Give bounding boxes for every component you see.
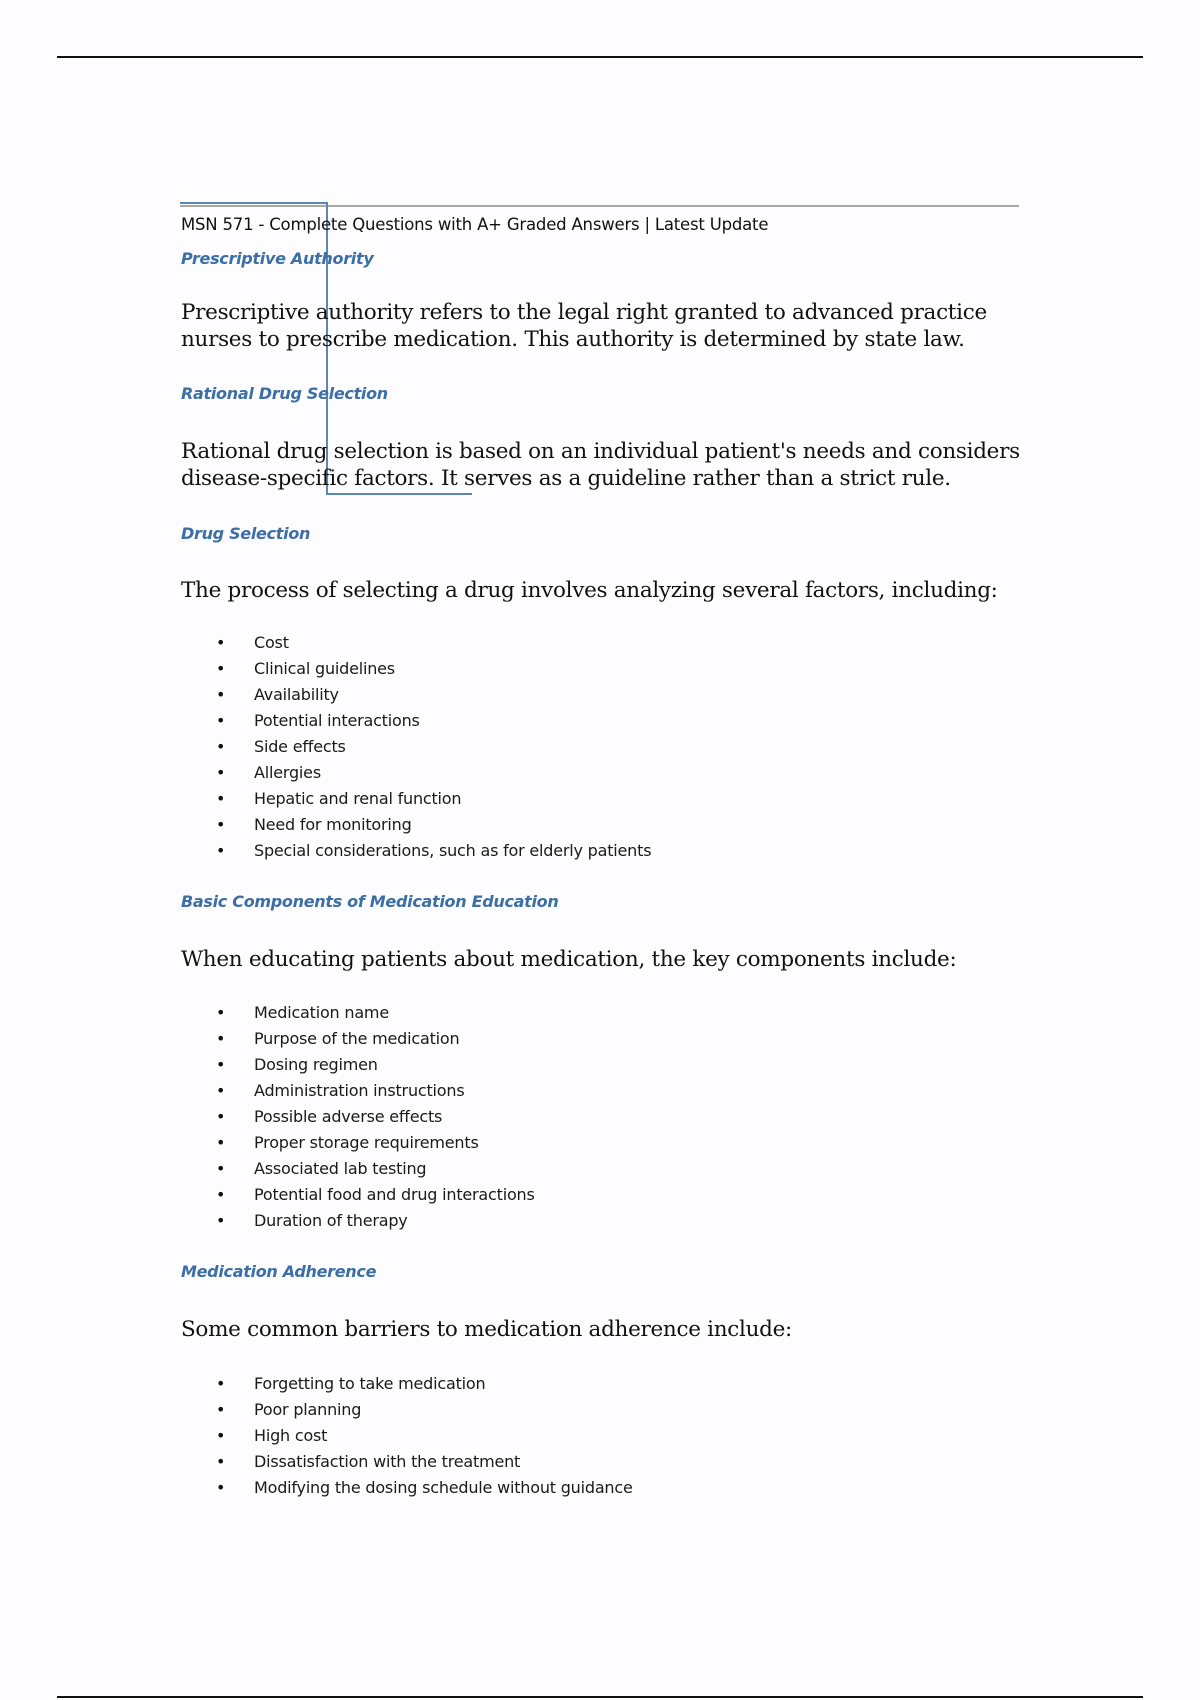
page-top-rule: [57, 56, 1143, 58]
section-paragraph-medication-education: When educating patients about medication, the key components include:: [181, 947, 957, 972]
list-item: • Medication name: [254, 1000, 1021, 1026]
header-divider: [180, 205, 1019, 207]
list-item: • Proper storage requirements: [254, 1130, 1021, 1156]
list-item: • Availability: [254, 682, 1021, 708]
list-item: • Duration of therapy: [254, 1208, 1021, 1234]
section-heading-medication-education: Basic Components of Medication Education: [181, 892, 559, 911]
section-paragraph-medication-adherence: Some common barriers to medication adherence include:: [181, 1317, 792, 1342]
list-item: • Dissatisfaction with the treatment: [254, 1449, 1021, 1475]
section-heading-prescriptive-authority: Prescriptive Authority: [181, 249, 374, 268]
list-item: • Side effects: [254, 734, 1021, 760]
list-item: • Special considerations, such as for elderly patients: [254, 838, 1021, 864]
list-item: • Dosing regimen: [254, 1052, 1021, 1078]
section-heading-drug-selection: Drug Selection: [181, 524, 311, 543]
list-item: • Poor planning: [254, 1397, 1021, 1423]
page-bottom-rule: [57, 1696, 1143, 1698]
list-item: • Potential interactions: [254, 708, 1021, 734]
list-item: • Possible adverse effects: [254, 1104, 1021, 1130]
list-item: • Forgetting to take medication: [254, 1371, 1021, 1397]
list-item: • Hepatic and renal function: [254, 786, 1021, 812]
selection-frame-top-edge: [180, 202, 328, 204]
list-item: • Cost: [254, 630, 1021, 656]
list-item: • High cost: [254, 1423, 1021, 1449]
list-item: • Administration instructions: [254, 1078, 1021, 1104]
list-item: • Need for monitoring: [254, 812, 1021, 838]
document-title: MSN 571 - Complete Questions with A+ Graded Answers | Latest Update: [181, 215, 769, 234]
section-paragraph-prescriptive-authority: Prescriptive authority refers to the legal right granted to advanced practice nurses to prescribe medication. This authority is determined by state law.: [181, 300, 987, 352]
document-page-content: [181, 210, 1021, 1501]
list-item: • Allergies: [254, 760, 1021, 786]
medication-education-components-list: [181, 1000, 1021, 1234]
list-item: • Purpose of the medication: [254, 1026, 1021, 1052]
adherence-barriers-list: [181, 1371, 1021, 1501]
drug-selection-factors-list: [181, 630, 1021, 864]
list-item: • Modifying the dosing schedule without guidance: [254, 1475, 1021, 1501]
list-item: • Associated lab testing: [254, 1156, 1021, 1182]
section-paragraph-drug-selection: The process of selecting a drug involves analyzing several factors, including:: [181, 578, 998, 603]
section-heading-medication-adherence: Medication Adherence: [181, 1262, 377, 1281]
list-item: • Clinical guidelines: [254, 656, 1021, 682]
section-paragraph-rational-drug-selection: Rational drug selection is based on an individual patient's needs and considers disease-specific factors. It serves as a guideline rather than a strict rule.: [181, 439, 1020, 491]
section-heading-rational-drug-selection: Rational Drug Selection: [181, 384, 388, 403]
list-item: • Potential food and drug interactions: [254, 1182, 1021, 1208]
